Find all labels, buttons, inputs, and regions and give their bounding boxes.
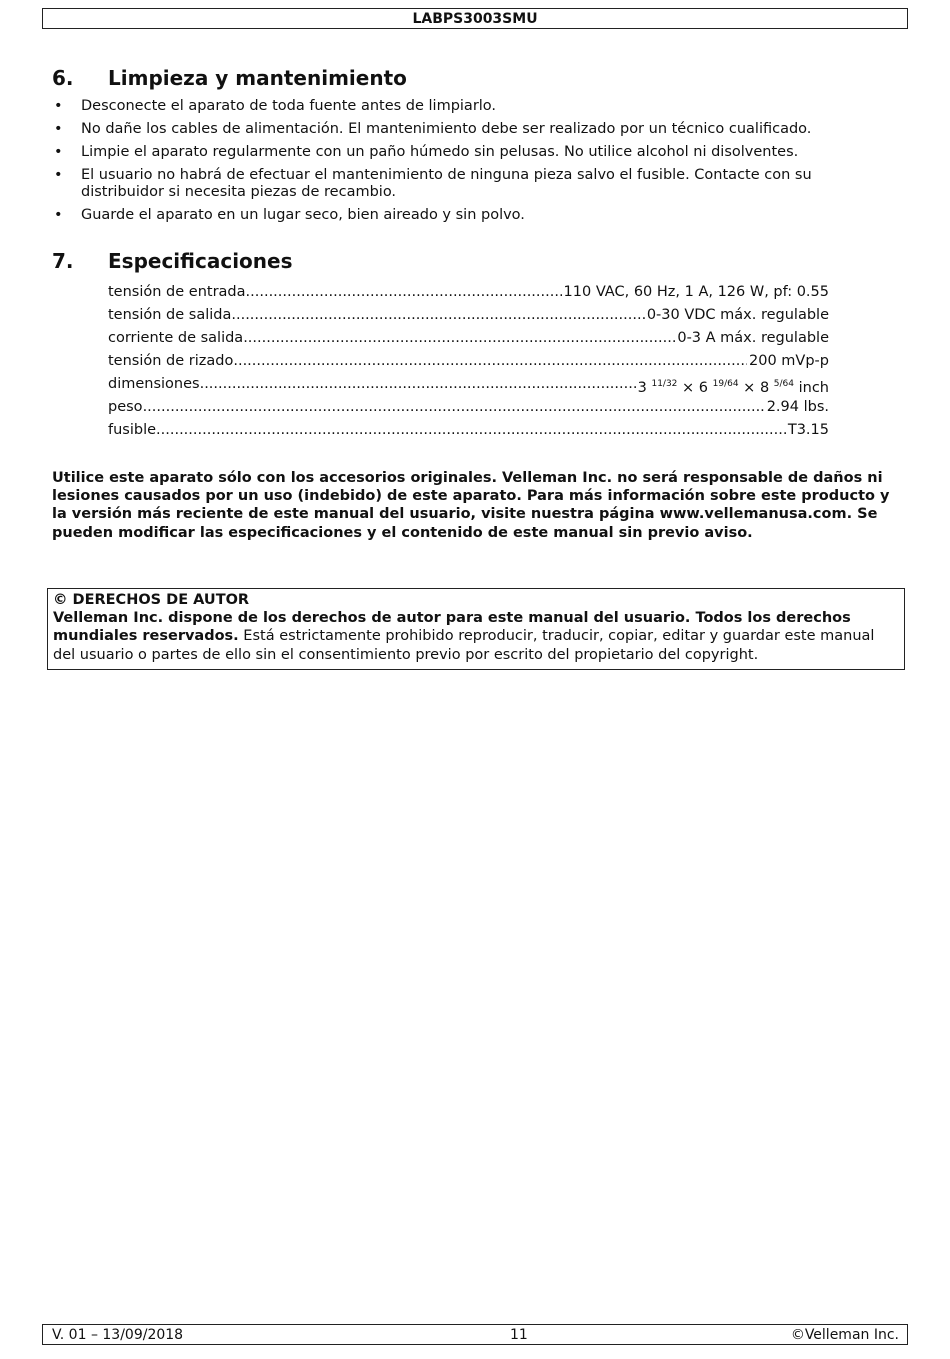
spec-value: 200 mVp-p [749,353,829,369]
disclaimer-notice: Utilice este aparato sólo con los accesorios originales. Velleman Inc. no será responsable de daños ni lesiones causados por un uso (indebido) de este aparato. Para más información sobre este producto y la versión más reciente de este manual del usuario, visite nuestra página www.vellemanusa.com. Se pueden modificar las especificaciones y el contenido de este manual sin previo aviso. [52,470,890,541]
spec-row-fuse [108,419,829,442]
dot-leader [156,419,786,442]
spec-label: peso [108,399,143,415]
section-6-heading [52,66,407,90]
copyright-box [47,588,905,670]
dot-leader [233,350,747,373]
dot-leader [243,327,675,350]
list-item: • Limpie el aparato regularmente con un paño húmedo sin pelusas. No utilice alcohol ni disolventes. [52,144,852,161]
spec-label: dimensiones [108,376,200,392]
page-header [42,8,908,29]
dot-leader [200,373,636,396]
dot-leader [143,396,765,419]
spec-row-weight [108,396,829,419]
times-sign: × [682,380,695,396]
header-title: LABPS3003SMU [412,11,538,27]
spec-label: tensión de rizado [108,353,234,369]
times-sign: × [743,380,756,396]
dim-b: 6 [698,380,709,396]
list-item: • Desconecte el aparato de toda fuente antes de limpiarlo. [52,98,852,115]
spec-value: 0-30 VDC máx. regulable [646,307,829,323]
dim-a: 3 [637,380,647,396]
footer-version: V. 01 – 13/09/2018 [52,1327,184,1343]
footer-page-number: 11 [510,1327,528,1343]
spec-label: tensión de salida [108,307,232,323]
list-item: • El usuario no habrá de efectuar el mantenimiento de ninguna pieza salvo el fusible. Contacte con su distribuidor si necesita piezas de recambio. [52,167,852,201]
list-item: • Guarde el aparato en un lugar seco, bien aireado y sin polvo. [52,207,852,224]
spec-label: fusible [108,422,157,438]
list-item: • No dañe los cables de alimentación. El mantenimiento debe ser realizado por un técnico cualificado. [52,121,852,138]
dot-leader [231,304,644,327]
page-footer [42,1324,908,1345]
spec-value: T3.15 [787,422,829,438]
section-6-title: Limpieza y mantenimiento [108,66,407,90]
section-7-heading [52,249,293,273]
spec-label: corriente de salida [108,330,244,346]
spec-value-dimensions [636,373,829,396]
spec-row-ripple [108,350,829,373]
specifications-table [108,281,829,442]
spec-row-dimensions [108,373,829,396]
footer-company: ©Velleman Inc. [790,1327,899,1343]
dim-a-fraction: 11/32 [651,379,678,389]
spec-row-output-current [108,327,829,350]
copyright-body [53,609,900,664]
dim-b-fraction: 19/64 [712,379,739,389]
copyright-title: © DERECHOS DE AUTOR [53,592,250,608]
spec-value: 110 VAC, 60 Hz, 1 A, 126 W, pf: 0.55 [563,284,829,300]
spec-value: 0-3 A máx. regulable [677,330,829,346]
spec-row-input-voltage [108,281,829,304]
copyright-bold-text: Velleman Inc. dispone de los derechos de autor para este manual del usuario. Todos los derechos mundiales reservados. [53,610,851,645]
copyright-text: Está estrictamente prohibido reproducir, traducir, copiar, editar y guardar este manual del usuario o partes de ello sin el consentimiento previo por escrito del propietario del copyright. [53,628,875,663]
section-6-number: 6. [52,66,74,90]
dot-leader [246,281,562,304]
section-7-number: 7. [52,249,74,273]
spec-value: 2.94 lbs. [766,399,829,415]
spec-row-output-voltage [108,304,829,327]
dim-c-fraction: 5/64 [773,379,794,389]
dim-unit: inch [798,380,829,396]
dim-c: 8 [759,380,770,396]
spec-label: tensión de entrada [108,284,246,300]
section-7-title: Especificaciones [108,249,293,273]
maintenance-list [52,98,852,230]
